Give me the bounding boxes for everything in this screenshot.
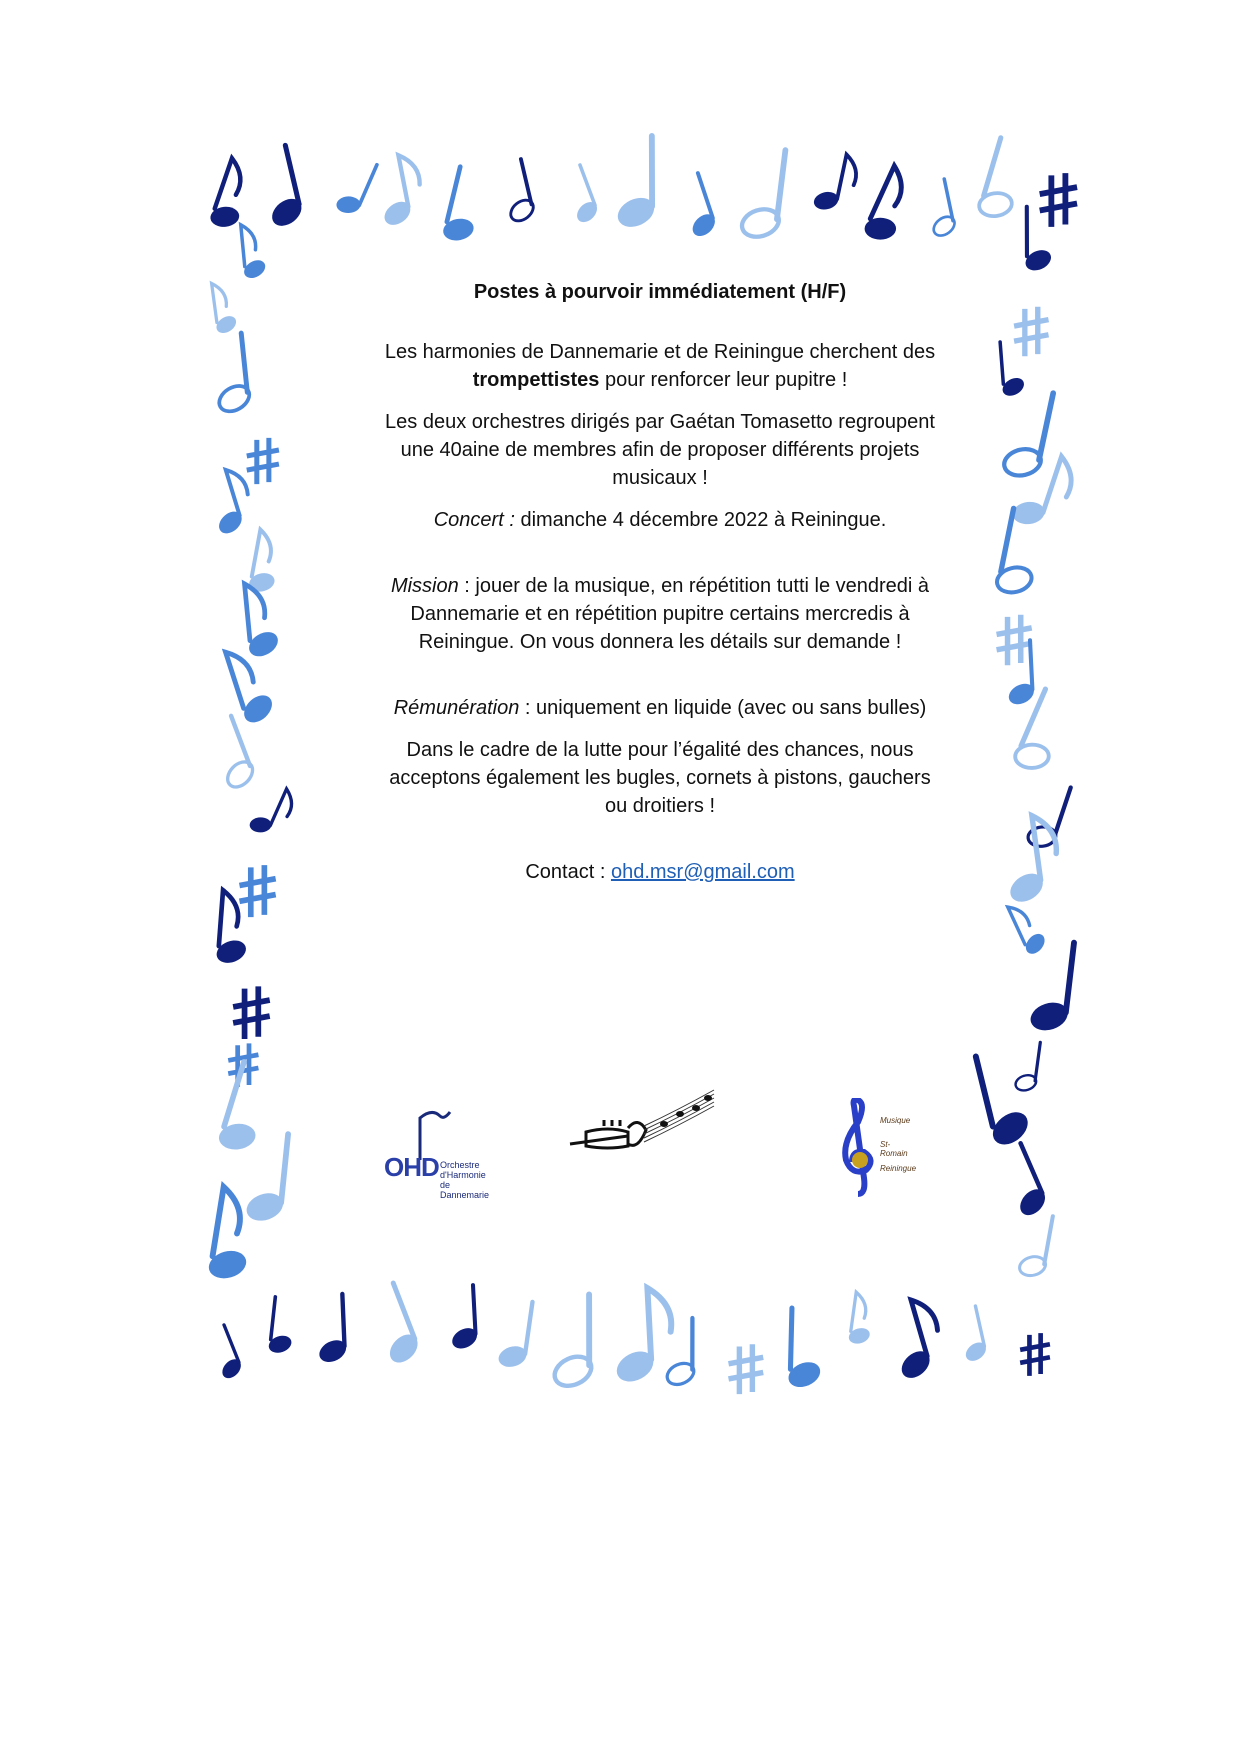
sharp-sign-icon (247, 438, 279, 484)
remuneration-label: Rémunération (393, 697, 520, 719)
music-note-icon (613, 136, 659, 233)
music-note-icon (969, 1047, 1038, 1154)
sharp-sign-icon (997, 615, 1032, 666)
musique-logo-line1: Musique (880, 1116, 911, 1125)
music-note-icon (239, 581, 283, 662)
concert-text: dimanche 4 décembre 2022 à Reiningue. (514, 509, 887, 531)
music-note-icon (953, 1305, 991, 1366)
contact-email-link[interactable]: ohd.msr@gmail.com (610, 861, 795, 883)
musique-logo-line3: Reiningue (880, 1164, 917, 1173)
orchestras-paragraph: Les deux orchestres dirigés par Gaétan Tomasetto regroupent une 40aine de membres afin de proposer différents projets musicaux ! (385, 411, 935, 489)
remuneration-paragraph (380, 694, 940, 722)
music-note-icon (550, 1294, 596, 1391)
remuneration-text: : uniquement en liquide (avec ou sans bulles) (519, 697, 927, 719)
music-note-icon (1015, 1212, 1058, 1283)
trumpet-icon (568, 1086, 718, 1156)
music-note-icon (203, 1324, 248, 1385)
intro-prefix: Les harmonies de Dannemarie et de Reiningue cherchent des (384, 341, 936, 363)
contact-paragraph (380, 858, 940, 886)
music-note-icon (972, 136, 1033, 227)
music-note-icon (362, 1281, 428, 1371)
ohd-logo-abbr: OHD (384, 1152, 439, 1182)
music-note-icon (330, 155, 381, 222)
announcement-body (380, 278, 940, 900)
mission-label: Mission (390, 575, 459, 597)
page-title: Postes à pourvoir immédiatement (H/F) (473, 281, 847, 303)
sharp-sign-icon (239, 865, 275, 917)
ohd-logo (384, 1098, 490, 1208)
music-note-icon (608, 1287, 675, 1388)
sharp-sign-icon (1040, 173, 1077, 227)
music-note-icon (200, 466, 258, 540)
sharp-sign-icon (233, 986, 270, 1039)
music-note-icon (244, 780, 298, 844)
music-note-icon (673, 172, 723, 243)
trumpet-logo (568, 1086, 718, 1156)
music-note-icon (845, 1292, 878, 1349)
music-note-icon (558, 164, 605, 229)
music-note-icon (993, 1141, 1055, 1223)
music-note-icon (211, 1060, 280, 1162)
music-note-icon (997, 385, 1060, 486)
music-note-icon (1012, 1039, 1044, 1095)
music-note-icon (237, 223, 270, 283)
musique-logo-line2: St-Romain (880, 1140, 908, 1158)
music-note-icon (437, 165, 491, 249)
music-note-icon (208, 333, 255, 418)
ohd-logo-line3: de Dannemarie (440, 1180, 490, 1200)
music-note-icon (809, 149, 860, 218)
ohd-logo-line2: d'Harmonie (440, 1170, 486, 1180)
music-note-icon (203, 714, 261, 795)
sharp-sign-icon (729, 1344, 764, 1394)
music-note-icon (736, 145, 792, 245)
intro-paragraph (380, 338, 940, 394)
music-note-icon (921, 178, 960, 241)
ohd-logo-line1: Orchestre (440, 1160, 480, 1170)
intro-suffix: pour renforcer leur pupitre ! (599, 369, 848, 391)
sharp-sign-icon (1014, 307, 1048, 357)
music-note-icon (494, 1298, 538, 1374)
mission-paragraph (380, 572, 940, 656)
intro-highlight: trompettistes (472, 369, 600, 391)
concert-paragraph (380, 506, 940, 534)
sharp-sign-icon (1020, 1333, 1050, 1376)
music-note-icon (784, 1308, 826, 1393)
music-note-icon (880, 1295, 951, 1386)
music-note-icon (265, 1296, 299, 1357)
music-note-icon (313, 1294, 350, 1367)
concert-label: Concert : (433, 509, 515, 531)
music-note-icon (446, 1285, 481, 1353)
music-note-icon (996, 813, 1064, 909)
music-note-icon (253, 144, 310, 234)
music-note-icon (1004, 897, 1052, 960)
musique-st-romain-logo (836, 1098, 916, 1198)
music-note-icon (856, 164, 923, 252)
contact-label: Contact : (525, 861, 611, 883)
music-note-icon (204, 157, 260, 237)
music-note-icon (208, 281, 241, 338)
music-note-icon (496, 158, 540, 227)
equality-paragraph: Dans le cadre de la lutte pour l’égalité des chances, nous acceptons également les bugles, cornets à pistons, gauchers ou droitiers ! (389, 739, 931, 817)
mission-text: : jouer de la musique, en répétition tutti le vendredi à Dannemarie et en répétition pupitre certains mercredis à Reiningue. On vous donnera les détails sur demande ! (410, 575, 930, 653)
